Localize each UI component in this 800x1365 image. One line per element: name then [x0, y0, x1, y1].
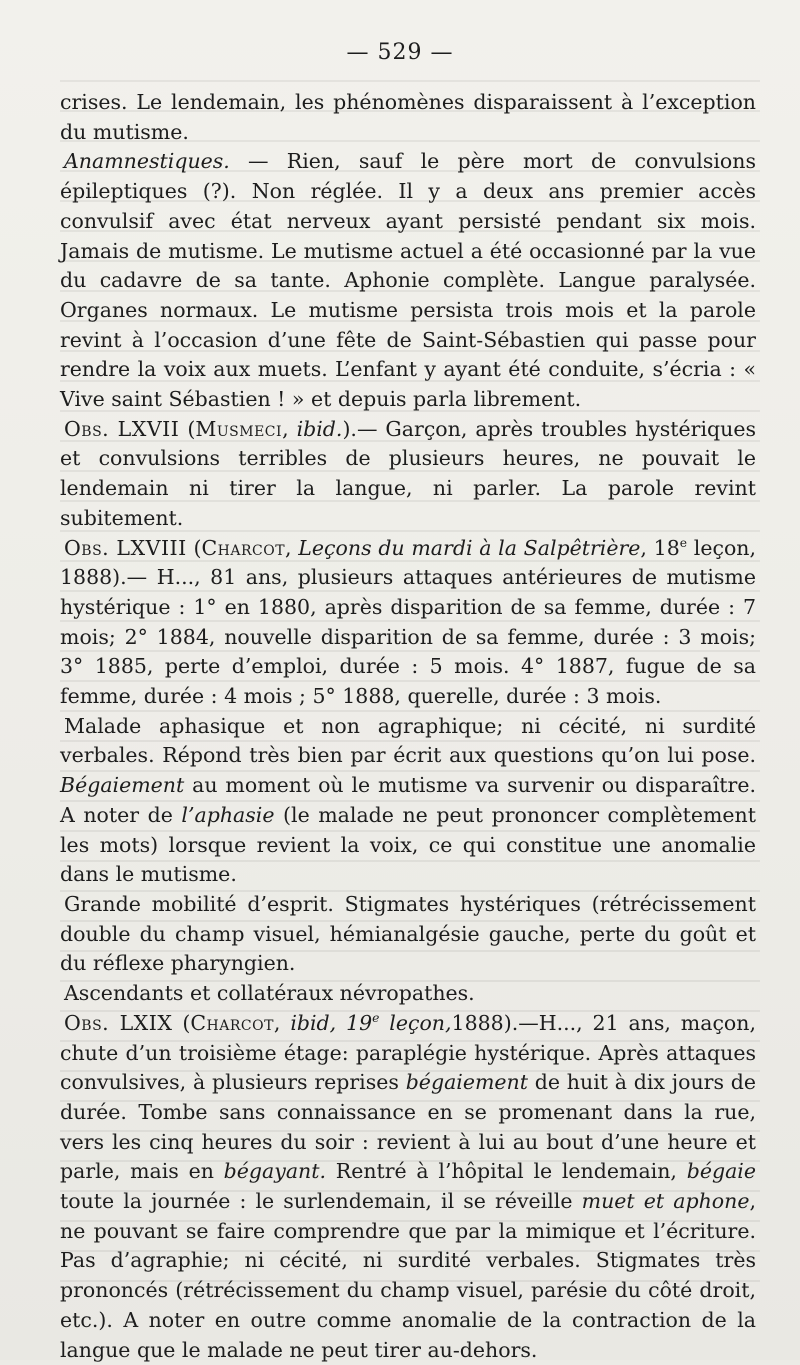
obs-69-italic-4: muet et aphone	[581, 1189, 750, 1214]
obs-68-text: leçon, 1888).— H..., 81 ans, plusieurs attaques antérieures de mutisme hystérique : 1° en 1880, après disparition de sa femme, durée : 7 mois; 2° 1884, nouvelle disparition de sa femme, durée : 3 mois; 3° 1885, perte d’emploi, durée : 5 mois. 4° 1887, fugue de sa femme, durée : 4 mois ; 5° 1888, querelle, durée : 3 mois.	[60, 535, 757, 709]
obs-69-text-2: de huit à dix jours de durée. Tombe sans connaissance en se promenant dans la rue, vers les cinq heures du soir : revient à lui au bout d’une heure et parle, mais en	[60, 1070, 756, 1184]
page-number: — 529 —	[346, 40, 454, 65]
obs-69-text-3: Rentré à l’hôpital le lendemain,	[326, 1159, 687, 1184]
obs-69-number: Obs. LXIX	[64, 1010, 173, 1035]
obs-68-lecon-sup: e	[679, 535, 688, 550]
obs-69-ibid: ibid,	[290, 1010, 337, 1035]
obs-67-ibid: ibid.	[296, 416, 343, 441]
obs-69-italic-3: bégaie	[686, 1159, 756, 1184]
paragraph-obs-67: Obs. LXVII (Musmeci, ibid.).— Garçon, après troubles hystériques et convulsions terribles de plusieurs heures, ne pouvait le lendemain ni tirer la langue, ni parler. La parole revint subitement.	[60, 416, 756, 530]
aphasique-text-2: au moment où le mutisme va survenir ou disparaître. A noter de	[60, 773, 756, 827]
obs-67-number: Obs. LXVII	[64, 416, 180, 441]
obs-69-lecon-word: leçon,	[379, 1010, 452, 1035]
obs-69-text-1: 1888).—H..., 21 ans, maçon, chute d’un troisième étage: paraplégie hystérique. Après attaques convulsives, à plusieurs reprises	[60, 1010, 756, 1095]
aphasique-italic-1: Bégaiement	[60, 773, 185, 798]
paragraph-malade-aphasique	[60, 712, 756, 890]
body-text	[60, 88, 756, 1365]
paragraph-crises: crises. Le lendemain, les phénomènes disparaissent à l’exception du mutisme.	[60, 90, 756, 144]
obs-68-work: Leçons du mardi à la Salpêtrière	[298, 535, 641, 560]
paragraph-anamnestiques	[60, 147, 756, 414]
anamnestiques-label: Anamnestiques.	[64, 149, 230, 174]
aphasique-text-3: (le malade ne peut prononcer complètement les mots) lorsque revient la voix, ce qui constitue une anomalie dans le mutisme.	[60, 802, 757, 887]
obs-68-lecon-num: 18	[653, 535, 680, 560]
obs-67-author: Musmeci	[195, 416, 283, 441]
aphasique-text-1: Malade aphasique et non agraphique; ni cécité, ni surdité verbales. Répond très bien par écrit aux questions qu’on lui pose.	[60, 713, 756, 768]
obs-69-text-5: , ne pouvant se faire comprendre que par la mimique et l’écriture. Pas d’agraphie; ni cécité, ni surdité verbales. Stigmates très prononcés (rétrécissement du champ visuel, parésie du côté droit, etc.). A noter en outre comme anomalie de la contraction de la langue que le malade ne peut tirer au-dehors.	[60, 1189, 757, 1362]
obs-67-text: ).— Garçon, après troubles hystériques et convulsions terribles de plusieurs heures, ne pouvait le lendemain ni tirer la langue, ni parler. La parole revint subitement.	[60, 416, 756, 530]
paragraph-obs-69: Obs. LXIX (Charcot, ibid, 19e leçon,1888).—H..., 21 ans, maçon, chute d’un troisième étage: paraplégie hystérique. Après attaques convulsives, à plusieurs reprises bégaiement de huit à dix jours de durée. Tombe sans connaissance en se promenant dans la rue, vers les cinq heures du soir : revient à lui au bout d’une heure et parle, mais en bégayant. Rentré à l’hôpital le lendemain, bégaie toute la journée : le surlendemain, il se réveille muet et aphone, ne pouvant se faire comprendre que par la mimique et l’écriture. Pas d’agraphie; ni cécité, ni surdité verbales. Stigmates très prononcés (rétrécissement du champ visuel, parésie du côté droit, etc.). A noter en outre comme anomalie de la contraction de la langue que le malade ne peut tirer au-dehors.	[60, 1010, 757, 1362]
obs-68-number: Obs. LXVIII	[64, 535, 187, 560]
obs-69-lecon-sup: e	[372, 1010, 380, 1025]
obs-69-author: Charcot	[190, 1010, 274, 1035]
obs-69-lecon-num: 19	[346, 1010, 373, 1035]
paragraph-ascendants: Ascendants et collatéraux névropathes.	[64, 981, 475, 1006]
obs-68-author: Charcot	[201, 535, 286, 560]
paragraph-mobilite: Grande mobilité d’esprit. Stigmates hystériques (rétrécissement double du champ visuel, hémianalgésie gauche, perte du goût et du réflexe pharyngien.	[60, 891, 756, 976]
paragraph-obs-68: Obs. LXVIII (Charcot, Leçons du mardi à la Salpêtrière, 18e leçon, 1888).— H..., 81 ans, plusieurs attaques antérieures de mutisme hystérique : 1° en 1880, après disparition de sa femme, durée : 7 mois; 2° 1884, nouvelle disparition de sa femme, durée : 3 mois; 3° 1885, perte d’emploi, durée : 5 mois. 4° 1887, fugue de sa femme, durée : 4 mois ; 5° 1888, querelle, durée : 3 mois.	[60, 535, 757, 709]
obs-69-italic-2: bégayant.	[223, 1159, 327, 1184]
anamnestiques-text: — Rien, sauf le père mort de convulsions épileptiques (?). Non réglée. Il y a deux ans premier accès convulsif avec état nerveux ayant persisté pendant six mois. Jamais de mutisme. Le mutisme actuel a été occasionné par la vue du cadavre de sa tante. Aphonie complète. Langue paralysée. Organes normaux. Le mutisme persista trois mois et la parole revint à l’occasion d’une fête de Saint-Sébastien qui passe pour rendre la voix aux muets. L’enfant y ayant été conduite, s’écria : « Vive saint Sébastien ! » et depuis parla librement.	[60, 149, 756, 412]
obs-69-italic-1: bégaiement	[405, 1070, 528, 1095]
obs-69-text-4: toute la journée : le surlendemain, il se réveille	[60, 1189, 582, 1214]
aphasique-italic-2: l’aphasie	[181, 802, 275, 827]
